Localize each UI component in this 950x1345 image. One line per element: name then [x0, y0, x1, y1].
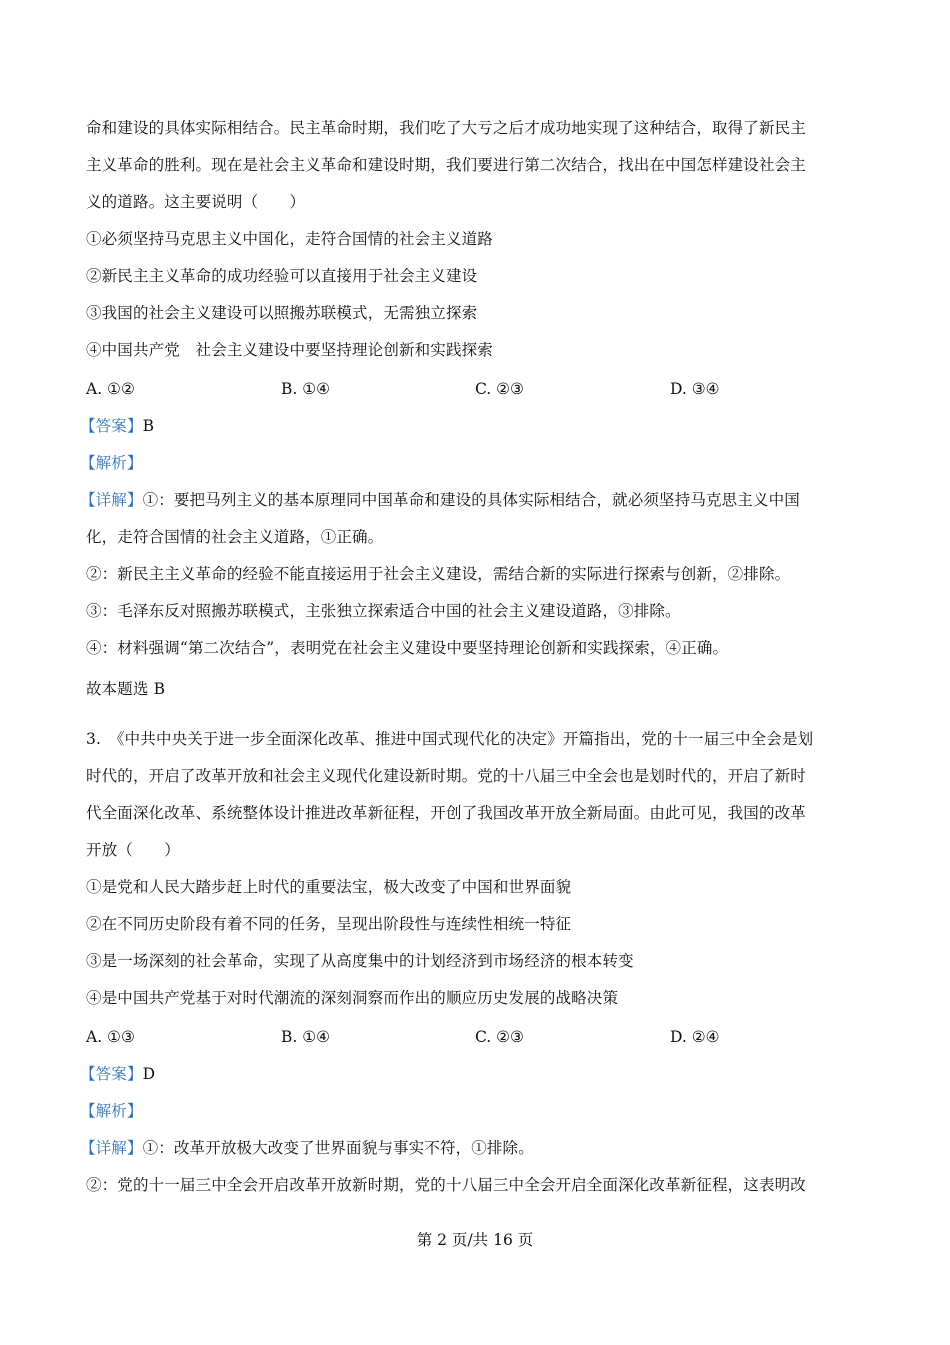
q2-statement-4: ④中国共产党 社会主义建设中要坚持理论创新和实践探索: [86, 341, 493, 359]
detail-text: ①：要把马列主义的基本原理同中国革命和建设的具体实际相结合，就必须坚持马克思主义中国: [142, 491, 800, 509]
page-footer: 第 2 页/共 16 页: [416, 1231, 534, 1249]
q2-detail-line: [80, 490, 800, 510]
answer-label: 【答案】: [80, 417, 143, 435]
detail-text: ①：改革开放极大改变了世界面貌与事实不符，①排除。: [142, 1139, 534, 1157]
q3-stem-line: 3. 《中共中央关于进一步全面深化改革、推进中国式现代化的决定》开篇指出，党的十一届三中全会是划: [86, 730, 814, 748]
q2-detail-line: 化，走符合国情的社会主义道路，①正确。: [86, 528, 384, 546]
q3-detail-line: ②：党的十一届三中全会开启改革开放新时期，党的十八届三中全会开启全面深化改革新征程，这表明改: [86, 1176, 806, 1194]
q2-detail-line: ③：毛泽东反对照搬苏联模式，主张独立探索适合中国的社会主义建设道路，③排除。: [86, 602, 681, 620]
q3-statement-2: ②在不同历史阶段有着不同的任务，呈现出阶段性与连续性相统一特征: [86, 915, 572, 933]
q2-stem-line: 义的道路。这主要说明（ ）: [86, 193, 306, 211]
q3-options: [86, 1027, 886, 1047]
detail-label: 【详解】: [80, 491, 143, 509]
answer-value: D: [142, 1065, 156, 1083]
q3-statement-3: ③是一场深刻的社会革命，实现了从高度集中的计划经济到市场经济的根本转变: [86, 952, 634, 970]
q3-option-b: B. ①④: [281, 1028, 331, 1046]
q2-stem-line: 命和建设的具体实际相结合。民主革命时期，我们吃了大亏之后才成功地实现了这种结合，取得了新民主: [86, 119, 806, 137]
answer-label: 【答案】: [80, 1065, 143, 1083]
q3-option-c: C. ②③: [475, 1028, 524, 1046]
q3-detail-line: [80, 1138, 534, 1158]
q2-analysis-label: 【解析】: [80, 454, 143, 472]
q2-detail-line: ②：新民主主义革命的经验不能直接运用于社会主义建设，需结合新的实际进行探索与创新，②排除。: [86, 565, 791, 583]
q3-option-a: A. ①③: [86, 1028, 135, 1046]
q3-stem-line: 时代的，开启了改革开放和社会主义现代化建设新时期。党的十八届三中全会也是划时代的，开启了新时: [86, 767, 806, 785]
q3-analysis-label: 【解析】: [80, 1102, 143, 1120]
q2-statement-2: ②新民主主义革命的成功经验可以直接用于社会主义建设: [86, 267, 478, 285]
q2-option-b: B. ①④: [281, 380, 331, 398]
q2-options: [86, 379, 886, 399]
q3-answer: [80, 1064, 155, 1084]
q2-statement-1: ①必须坚持马克思主义中国化，走符合国情的社会主义道路: [86, 230, 493, 248]
q2-conclusion: 故本题选 B: [86, 680, 166, 698]
q2-detail-line: ④：材料强调“第二次结合”，表明党在社会主义建设中要坚持理论创新和实践探索，④正确。: [86, 639, 729, 657]
detail-label: 【详解】: [80, 1139, 143, 1157]
q2-option-c: C. ②③: [475, 380, 524, 398]
q2-stem-line: 主义革命的胜利。现在是社会主义革命和建设时期，我们要进行第二次结合，找出在中国怎样建设社会主: [86, 156, 806, 174]
q2-option-d: D. ③④: [670, 380, 720, 398]
q2-statement-3: ③我国的社会主义建设可以照搬苏联模式，无需独立探索: [86, 304, 478, 322]
q3-statement-1: ①是党和人民大踏步赶上时代的重要法宝，极大改变了中国和世界面貌: [86, 878, 572, 896]
q3-statement-4: ④是中国共产党基于对时代潮流的深刻洞察而作出的顺应历史发展的战略决策: [86, 989, 619, 1007]
q3-option-d: D. ②④: [670, 1028, 720, 1046]
q3-stem-line: 代全面深化改革、系统整体设计推进改革新征程，开创了我国改革开放全新局面。由此可见，我国的改革: [86, 804, 806, 822]
q2-option-a: A. ①②: [86, 380, 135, 398]
q2-answer: [80, 416, 154, 436]
q3-stem-line: 开放（ ）: [86, 841, 180, 859]
answer-value: B: [142, 417, 155, 435]
